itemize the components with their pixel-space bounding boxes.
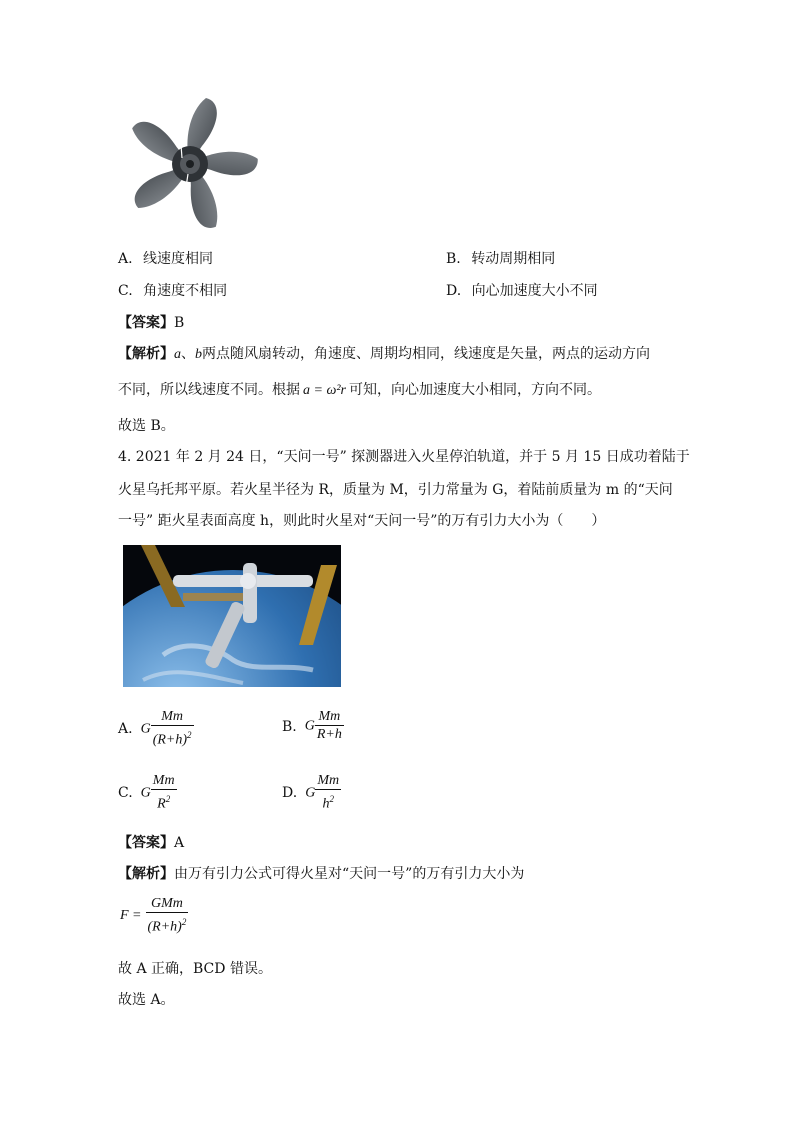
space-station-image: [123, 545, 341, 687]
centripetal-formula: a = ω²r: [303, 383, 346, 398]
den-base: (R+h): [152, 732, 188, 748]
denominator: [315, 725, 344, 744]
den-exp: 2: [181, 917, 187, 927]
den-base: (R+h): [147, 919, 182, 935]
option-letter: B.: [282, 718, 297, 735]
sep: 、: [181, 346, 195, 362]
denominator: [315, 789, 341, 814]
fan-image: [118, 98, 264, 232]
analysis-text-pre: 不同，所以线速度不同。根据: [118, 382, 300, 398]
q3-option-c: [118, 280, 227, 300]
q4-formula: [120, 896, 188, 937]
q4-conclusion: 故选 A。: [118, 992, 175, 1008]
g-symbol: G: [305, 785, 316, 801]
var-b: b: [195, 347, 202, 362]
den-base: R+h: [316, 727, 342, 742]
q3-option-b: [446, 248, 555, 268]
option-letter: C.: [118, 785, 133, 802]
q4-stem-line3: 一号” 距火星表面高度 h，则此时火星对“天问一号”的万有引力大小为（ ）: [118, 513, 606, 529]
g-symbol: G: [140, 721, 151, 737]
q4-result: 故 A 正确，BCD 错误。: [118, 961, 272, 977]
point-a-label: a: [176, 117, 182, 129]
denominator: [151, 789, 177, 814]
formula-fraction: [146, 896, 189, 937]
q3-conclusion: 故选 B。: [118, 418, 175, 434]
q3-option-a: [118, 248, 213, 268]
numerator: Mm: [317, 773, 340, 788]
g-symbol: G: [140, 785, 151, 801]
option-letter: D.: [282, 785, 298, 802]
answer-tag: 【答案】: [118, 315, 174, 331]
den-exp: 2: [329, 794, 334, 804]
analysis-text: 由万有引力公式可得火星对“天问一号”的万有引力大小为: [174, 866, 525, 882]
option-letter: C.: [118, 283, 133, 299]
numerator: Mm: [152, 773, 175, 788]
q4-option-b: [282, 709, 344, 744]
analysis-tag: 【解析】: [118, 866, 174, 882]
q4-stem-line1: 4. 2021 年 2 月 24 日，“天问一号” 探测器进入火星停泊轨道，并于 5 月 15 日成功着陆于: [118, 449, 690, 465]
option-text: 向心加速度大小不同: [471, 283, 598, 299]
g-symbol: G: [304, 718, 315, 734]
den-base: h: [322, 796, 330, 812]
denominator: [146, 912, 189, 937]
q3-analysis-line1: [118, 343, 650, 363]
answer-tag: 【答案】: [118, 835, 174, 851]
q3-option-d: [446, 280, 598, 300]
q4-stem-line2: 火星乌托邦平原。若火星半径为 R，质量为 M，引力常量为 G，着陆前质量为 m 的“天问: [118, 482, 673, 498]
numerator: Mm: [161, 709, 183, 724]
option-text: 角速度不相同: [143, 283, 228, 299]
den-exp: 2: [187, 730, 192, 740]
analysis-text-post: 可知，向心加速度大小相同，方向不同。: [348, 382, 601, 398]
fraction: [151, 773, 177, 814]
analysis-tag: 【解析】: [118, 346, 174, 362]
den-base: R: [157, 796, 166, 812]
q4-option-d: [282, 773, 341, 814]
numerator: Mm: [318, 709, 341, 724]
fraction: [151, 709, 194, 750]
den-exp: 2: [165, 794, 171, 804]
formula-lhs: F =: [120, 908, 142, 924]
q4-option-a: [118, 709, 194, 750]
answer-value: B: [174, 315, 185, 331]
option-letter: D.: [446, 283, 462, 299]
fraction: [315, 773, 341, 814]
q3-analysis-line2: [118, 379, 601, 399]
q4-analysis: [118, 863, 524, 883]
numerator: GMm: [150, 896, 183, 911]
analysis-text: 两点随风扇转动，角速度、周期均相同，线速度是矢量，两点的运动方向: [202, 346, 650, 362]
option-letter: A.: [118, 251, 133, 267]
fraction: [315, 709, 344, 744]
option-text: 线速度相同: [143, 251, 214, 267]
option-letter: B.: [446, 251, 461, 267]
var-a: a: [174, 347, 181, 362]
q4-answer: [118, 832, 184, 852]
option-text: 转动周期相同: [471, 251, 556, 267]
q3-answer: [118, 312, 184, 332]
q4-option-c: [118, 773, 177, 814]
fan-blades: [126, 98, 261, 232]
answer-value: A: [174, 835, 185, 851]
point-b-label: b: [175, 202, 181, 214]
option-letter: A.: [118, 721, 133, 738]
denominator: [151, 725, 194, 750]
